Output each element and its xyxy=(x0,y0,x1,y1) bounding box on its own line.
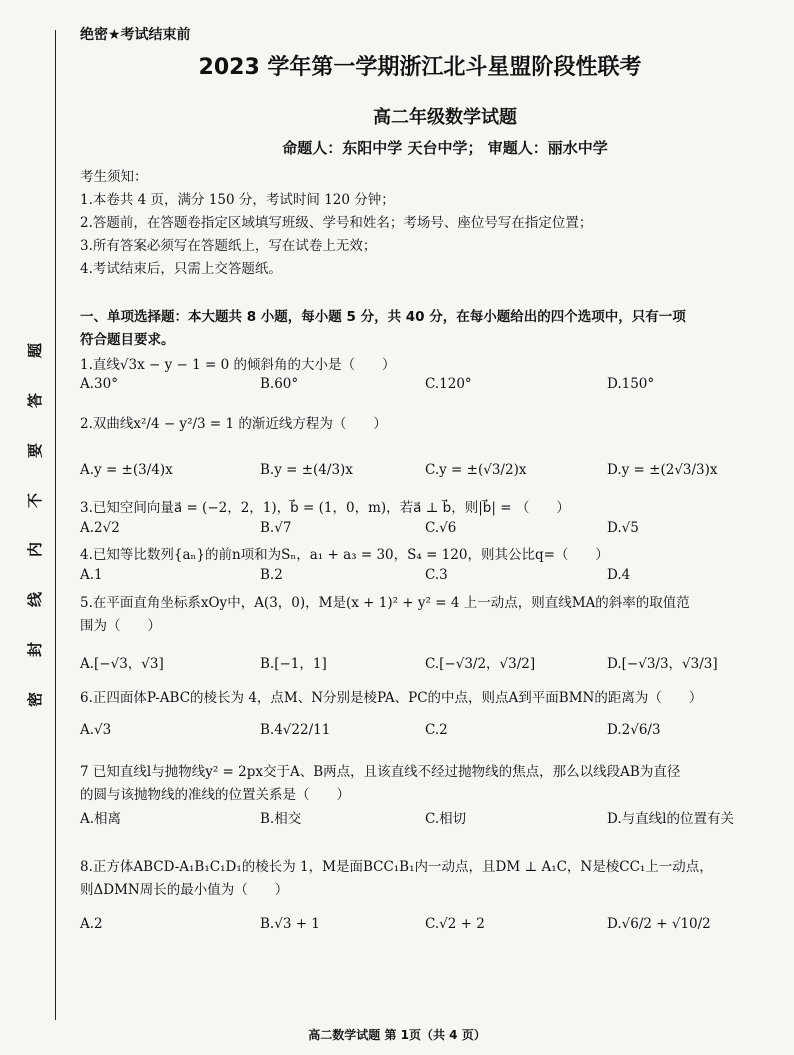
option-a: A.√3 xyxy=(80,722,112,738)
binding-char: 题 xyxy=(26,342,45,359)
option-b: B.2 xyxy=(260,567,283,583)
option-d: D.与直线l的位置有关 xyxy=(607,811,734,827)
option-a: A.[−√3，√3] xyxy=(80,656,164,672)
option-d: D.√6/2 + √10/2 xyxy=(607,916,711,932)
question-stem-cont: 则ΔDMN周长的最小值为（ ） xyxy=(80,882,289,898)
option-b: B.y = ±(4/3)x xyxy=(260,462,353,478)
option-b: B.[−1，1] xyxy=(260,656,327,672)
binding-char: 不 xyxy=(26,492,45,508)
option-c: C.y = ±(√3/2)x xyxy=(425,462,527,478)
option-c: C.√2 + 2 xyxy=(425,916,485,932)
binding-char: 答 xyxy=(26,392,45,408)
option-d: D.√5 xyxy=(607,520,639,536)
question-stem: 5.在平面直角坐标系xOy中，A(3，0)，M是(x + 1)² + y² = 4 上一动点，则直线MA的斜率的取值范 xyxy=(80,595,690,611)
option-c: C.2 xyxy=(425,722,448,738)
notice-item: 2.答题前，在答题卷指定区域填写班级、学号和姓名；考场号、座位号写在指定位置； xyxy=(80,215,593,231)
option-d: D.[−√3/3，√3/3] xyxy=(607,656,718,672)
option-a: A.30° xyxy=(80,376,118,392)
question-stem: 8.正方体ABCD-A₁B₁C₁D₁的棱长为 1，M是面BCC₁B₁内一动点，且DM ⊥ A₁C，N是棱CC₁上一动点， xyxy=(80,859,713,875)
binding-margin-text xyxy=(22,340,48,710)
option-a: A.2 xyxy=(80,916,103,932)
option-d: D.4 xyxy=(607,567,631,583)
binding-char: 封 xyxy=(26,642,45,658)
notice-item: 1.本卷共 4 页，满分 150 分，考试时间 120 分钟； xyxy=(80,192,395,208)
notice-item: 4.考试结束后，只需上交答题纸。 xyxy=(80,261,282,277)
question-stem-cont: 围为（ ） xyxy=(80,618,161,634)
binding-line xyxy=(55,30,56,1020)
option-b: B.4√22/11 xyxy=(260,722,331,738)
option-b: B.√3 + 1 xyxy=(260,916,320,932)
question-stem: 7 已知直线l与抛物线y² = 2px交于A、B两点，且该直线不经过抛物线的焦点，那么以线段AB为直径 xyxy=(80,764,681,780)
exam-title: 2023 学年第一学期浙江北斗星盟阶段性联考 xyxy=(198,55,642,80)
option-c: C.120° xyxy=(425,376,472,392)
question-stem: 4.已知等比数列{aₙ}的前n项和为Sₙ，a₁ + a₃ = 30，S₄ = 120，则其公比q=（ ） xyxy=(80,547,609,563)
question-stem: 3.已知空间向量a⃗ = (−2，2，1)，b⃗ = (1，0，m)，若a⃗ ⊥ b⃗，则|b⃗| = （ ） xyxy=(80,500,570,516)
question-stem: 2.双曲线x²/4 − y²/3 = 1 的渐近线方程为（ ） xyxy=(80,416,387,432)
binding-char: 线 xyxy=(26,592,45,608)
secret-label: 绝密★考试结束前 xyxy=(80,27,191,43)
question-stem: 6.正四面体P-ABC的棱长为 4，点M、N分别是棱PA、PC的中点，则点A到平面BMN的距离为（ ） xyxy=(80,690,703,706)
option-c: C.√6 xyxy=(425,520,457,536)
exam-subtitle: 高二年级数学试题 xyxy=(373,107,517,128)
question-stem: 1.直线√3x − y − 1 = 0 的倾斜角的大小是（ ） xyxy=(80,357,396,373)
option-b: B.√7 xyxy=(260,520,292,536)
page-footer: 高二数学试题 第 1页（共 4 页） xyxy=(308,1028,486,1042)
option-c: C.[−√3/2，√3/2] xyxy=(425,656,536,672)
option-a: A.y = ±(3/4)x xyxy=(80,462,173,478)
option-a: A.相离 xyxy=(80,811,122,827)
exam-authors: 命题人：东阳中学 天台中学； 审题人：丽水中学 xyxy=(282,139,608,157)
option-b: B.相交 xyxy=(260,811,302,827)
option-d: D.2√6/3 xyxy=(607,722,661,738)
notice-item: 3.所有答案必须写在答题纸上，写在试卷上无效； xyxy=(80,238,377,254)
option-c: C.3 xyxy=(425,567,448,583)
section-heading: 一、单项选择题：本大题共 8 小题，每小题 5 分，共 40 分，在每小题给出的四个选项中，只有一项 xyxy=(80,309,686,325)
option-d: D.y = ±(2√3/3)x xyxy=(607,462,718,478)
option-c: C.相切 xyxy=(425,811,467,827)
option-d: D.150° xyxy=(607,376,655,392)
binding-char: 密 xyxy=(26,691,45,707)
binding-char: 要 xyxy=(26,442,45,458)
binding-char: 内 xyxy=(26,542,45,558)
option-a: A.1 xyxy=(80,567,103,583)
option-b: B.60° xyxy=(260,376,299,392)
option-a: A.2√2 xyxy=(80,520,120,536)
question-stem-cont: 的圆与该抛物线的准线的位置关系是（ ） xyxy=(80,787,350,803)
notice-heading: 考生须知： xyxy=(80,169,148,185)
section-heading-cont: 符合题目要求。 xyxy=(80,332,175,348)
